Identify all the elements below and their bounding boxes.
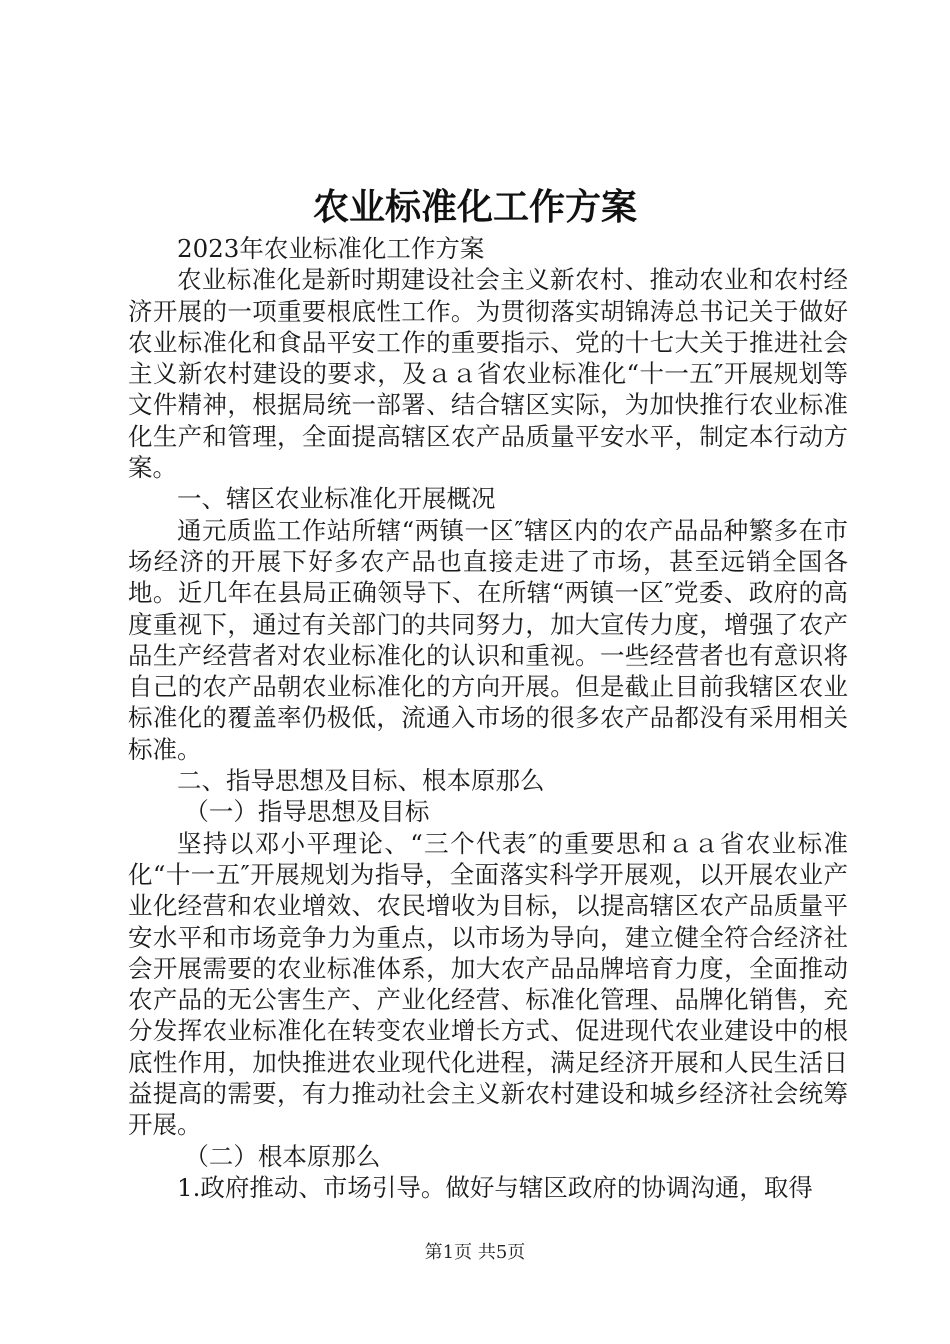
subsection-heading-1: （一）指导思想及目标	[184, 797, 430, 827]
guidance-paragraph: 坚持以邓小平理论、“三个代表″的重要思和ａａ省农业标准化“十一五″开展规划为指导，全面落实科学开展观，以开展农业产业化经营和农业增效、农民增收为目标，以提高辖区农产品质量平安水平和市场竞争力为重点，以市场为导向，建立健全符合经济社会开展需要的农业标准体系，加大农产品品牌培育力度，全面推动农产品的无公害生产、产业化经营、标准化管理、品牌化销售，充分发挥农业标准化在转变农业增长方式、促进现代农业建设中的根底性作用，加快推进农业现代化进程，满足经济开展和人民生活日益提高的需要，有力推动社会主义新农村建设和城乡经济社会统筹开展。	[128, 828, 848, 1140]
subtitle-paragraph: 2023年农业标准化工作方案	[177, 234, 485, 263]
intro-paragraph: 农业标准化是新时期建设社会主义新农村、推动农业和农村经济开展的一项重要根底性工作。为贯彻落实胡锦涛总书记关于做好农业标准化和食品平安工作的重要指示、党的十七大关于推进社会主义新农村建设的要求，及ａａ省农业标准化“十一五″开展规划等文件精神，根据局统一部署、结合辖区实际，为加快推行农业标准化生产和管理，全面提高辖区农产品质量平安水平，制定本行动方案。	[128, 265, 848, 483]
overview-paragraph: 通元质监工作站所辖“两镇一区″辖区内的农产品品种繁多在市场经济的开展下好多农产品也直接走进了市场，甚至远销全国各地。近几年在县局正确领导下、在所辖“两镇一区″党委、政府的高度重视下，通过有关部门的共同努力，加大宣传力度，增强了农产品生产经营者对农业标准化的认识和重视。一些经营者也有意识将自己的农产品朝农业标准化的方向开展。但是截止目前我辖区农业标准化的覆盖率仍极低，流通入市场的很多农产品都没有采用相关标准。	[128, 515, 848, 764]
section-heading-2: 二、指导思想及目标、根本原那么	[177, 766, 545, 796]
document-body	[128, 233, 848, 1203]
subsection-heading-2: （二）根本原那么	[184, 1141, 381, 1171]
principle-item-1: 1.政府推动、市场引导。做好与辖区政府的协调沟通，取得	[177, 1172, 813, 1202]
section-heading-1: 一、辖区农业标准化开展概况	[177, 484, 496, 514]
page-footer: 第1页 共5页	[424, 1242, 526, 1263]
document-title: 农业标准化工作方案	[312, 186, 637, 228]
